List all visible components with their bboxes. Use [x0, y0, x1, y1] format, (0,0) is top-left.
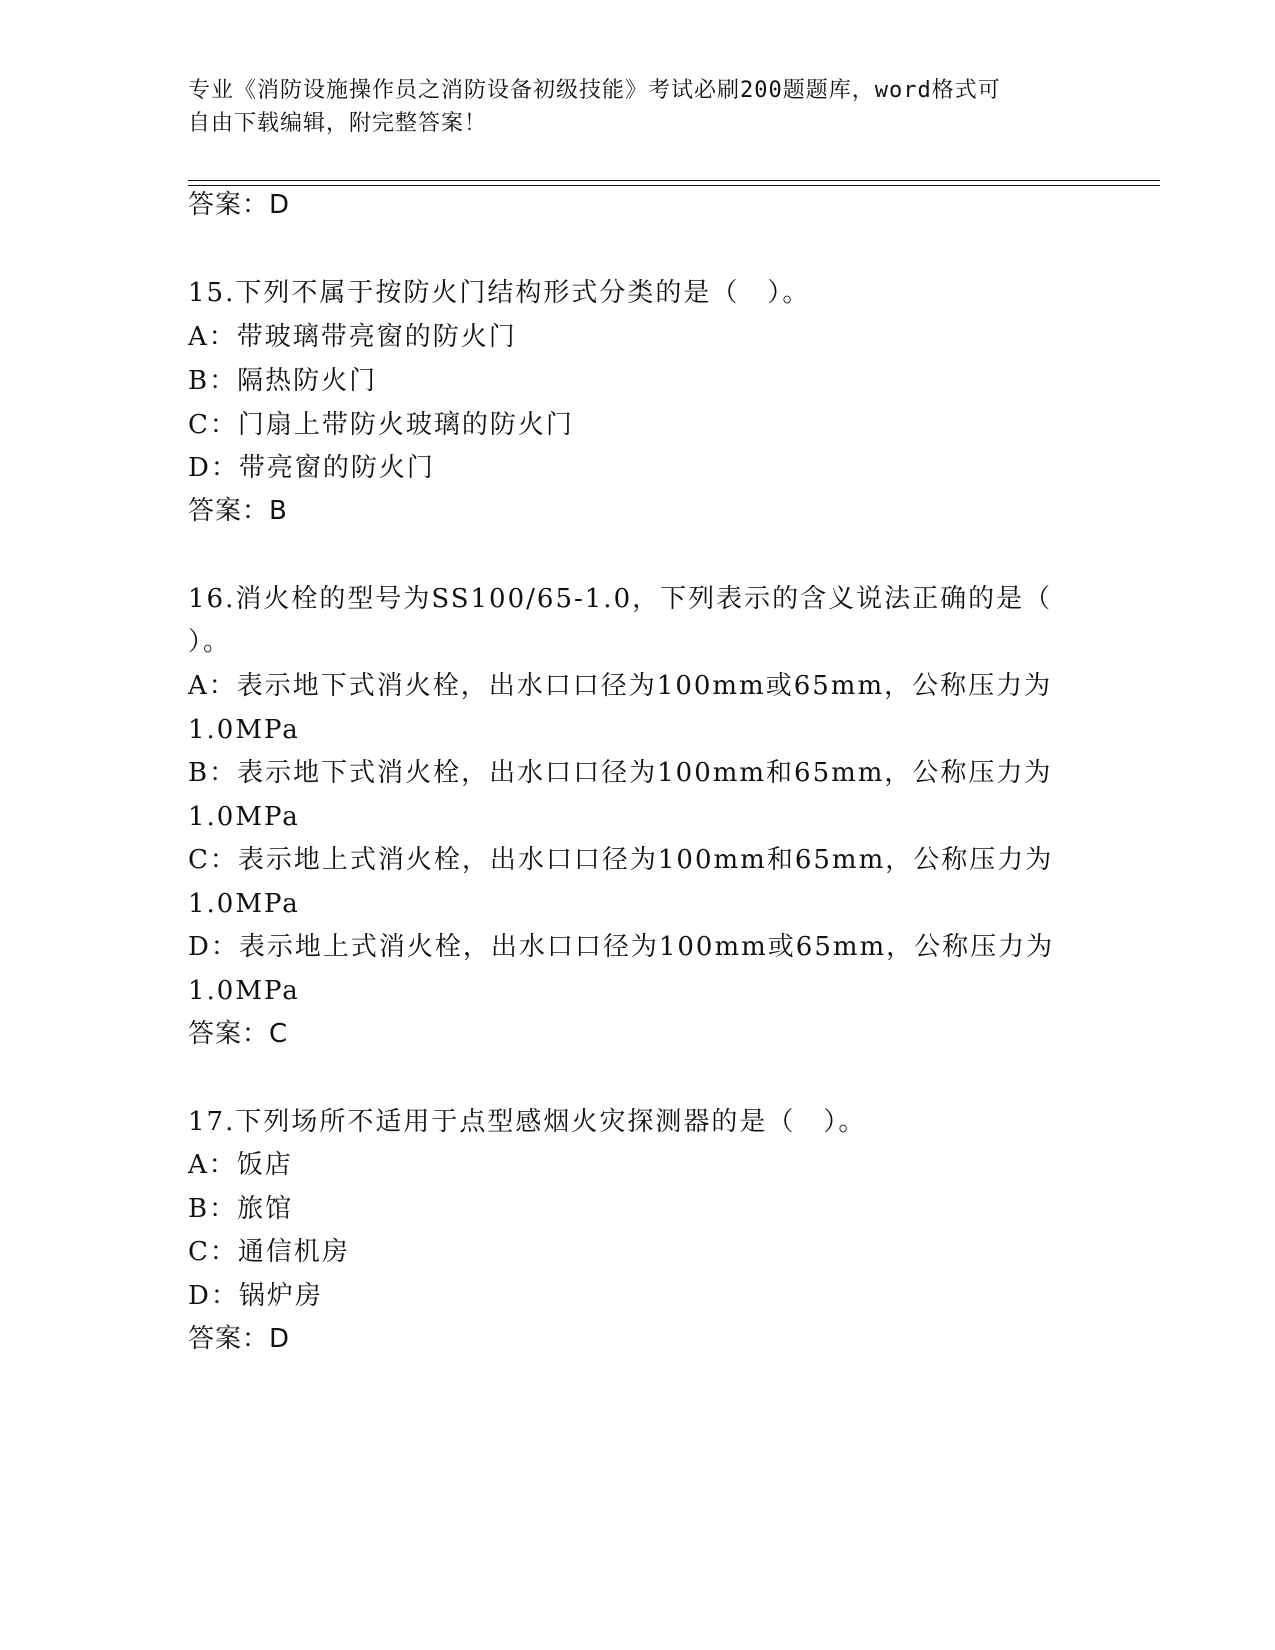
question-17-stem: 17.下列场所不适用于点型感烟火灾探测器的是（ ）。	[188, 1107, 867, 1137]
header-line-2: 自由下载编辑，附完整答案！	[188, 111, 488, 136]
question-16-option-c-cont: 1.0MPa	[188, 889, 300, 919]
answer-line: 答案：D	[188, 190, 291, 220]
question-16-option-b: B：表示地下式消火栓，出水口口径为100mm和65mm，公称压力为	[188, 758, 1053, 788]
question-15-answer: 答案：B	[188, 496, 288, 526]
question-17-option-d: D：锅炉房	[188, 1281, 323, 1311]
header-divider-bottom	[188, 185, 1160, 186]
question-17-option-c: C：通信机房	[188, 1237, 350, 1267]
question-17-answer: 答案：D	[188, 1324, 291, 1354]
header-divider-top	[188, 180, 1160, 181]
question-16-stem-cont: ）。	[188, 627, 232, 657]
question-15-stem: 15.下列不属于按防火门结构形式分类的是（ ）。	[188, 278, 811, 308]
question-16-option-a-cont: 1.0MPa	[188, 715, 300, 745]
question-17-option-b: B：旅馆	[188, 1194, 294, 1224]
question-16-option-b-cont: 1.0MPa	[188, 802, 300, 832]
document-header	[188, 74, 1088, 140]
question-15-option-c: C：门扇上带防火玻璃的防火门	[188, 410, 574, 440]
question-16-option-c: C：表示地上式消火栓，出水口口径为100mm和65mm，公称压力为	[188, 845, 1054, 875]
question-17-option-a: A：饭店	[188, 1150, 293, 1180]
header-line-1: 专业《消防设施操作员之消防设备初级技能》考试必刷200题题库，word格式可	[188, 78, 1001, 103]
question-16-option-d-cont: 1.0MPa	[188, 976, 300, 1006]
question-15-option-a: A：带玻璃带亮窗的防火门	[188, 322, 517, 352]
question-15-option-b: B：隔热防火门	[188, 366, 378, 396]
question-16-option-d: D：表示地上式消火栓，出水口口径为100mm或65mm，公称压力为	[188, 932, 1055, 962]
question-16-answer: 答案：C	[188, 1019, 289, 1049]
question-16-option-a: A：表示地下式消火栓，出水口口径为100mm或65mm，公称压力为	[188, 671, 1053, 701]
question-16-stem: 16.消火栓的型号为SS100/65-1.0，下列表示的含义说法正确的是（	[188, 584, 1053, 614]
question-15-option-d: D：带亮窗的防火门	[188, 453, 435, 483]
